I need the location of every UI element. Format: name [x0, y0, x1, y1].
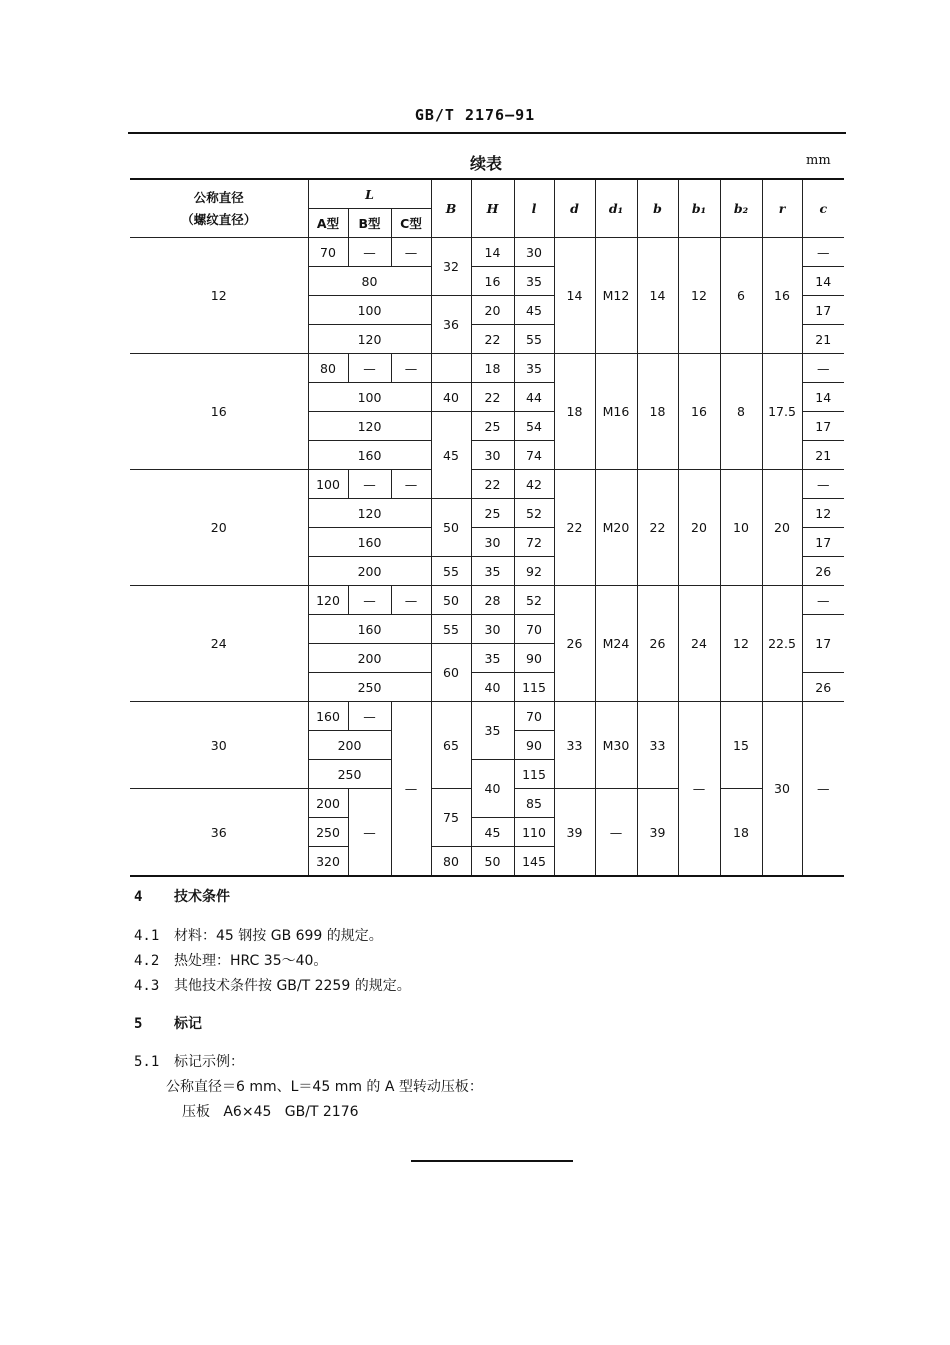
cell: 200	[308, 557, 431, 586]
header-b1: b₁	[678, 179, 720, 238]
cell: —	[391, 238, 431, 267]
cell: —	[348, 702, 391, 731]
cell: 40	[471, 760, 514, 818]
cell: 35	[514, 267, 554, 296]
cell: 80	[308, 267, 431, 296]
cell: 250	[308, 760, 391, 789]
cell: 12	[802, 499, 844, 528]
cell: 40	[431, 383, 471, 412]
cell: 52	[514, 586, 554, 615]
cell: —	[348, 470, 391, 499]
table-caption: 续表	[470, 154, 503, 173]
cell: 33	[637, 702, 678, 789]
cell: 14	[637, 238, 678, 354]
cell: 90	[514, 731, 554, 760]
cell: 70	[308, 238, 348, 267]
header-d: d	[554, 179, 595, 238]
cell: 36	[130, 789, 308, 877]
cell: 55	[431, 615, 471, 644]
cell: 8	[720, 354, 762, 470]
cell: —	[802, 470, 844, 499]
cell: 115	[514, 760, 554, 789]
cell: 160	[308, 528, 431, 557]
cell: 75	[431, 789, 471, 847]
cell: 100	[308, 383, 431, 412]
cell: 39	[637, 789, 678, 877]
cell: 120	[308, 499, 431, 528]
cell: —	[391, 470, 431, 499]
cell: 160	[308, 702, 348, 731]
cell: M12	[595, 238, 637, 354]
table-row	[130, 354, 844, 383]
cell: 12	[678, 238, 720, 354]
table-unit: mm	[806, 153, 831, 168]
cell	[431, 354, 471, 383]
cell: —	[802, 354, 844, 383]
cell: —	[348, 354, 391, 383]
cell: 24	[678, 586, 720, 702]
cell: 30	[471, 441, 514, 470]
cell: 65	[431, 702, 471, 789]
cell: 72	[514, 528, 554, 557]
header-d1: d₁	[595, 179, 637, 238]
cell: 10	[720, 470, 762, 586]
cell: 17	[802, 296, 844, 325]
marking-example-desc: 公称直径＝6 mm、L＝45 mm 的 A 型转动压板：	[166, 1079, 483, 1095]
cell: 30	[471, 528, 514, 557]
cell: 80	[431, 847, 471, 877]
header-b2: b₂	[720, 179, 762, 238]
cell: —	[802, 586, 844, 615]
cell: M16	[595, 354, 637, 470]
cell: 160	[308, 441, 431, 470]
cell: —	[678, 702, 720, 877]
cell: 30	[130, 702, 308, 789]
cell: 20	[130, 470, 308, 586]
cell: 12	[130, 238, 308, 354]
standard-code: GB/T 2176—91	[414, 106, 536, 124]
cell: 22	[637, 470, 678, 586]
cell: 12	[720, 586, 762, 702]
header-L-C: C型	[391, 209, 431, 238]
cell: 100	[308, 296, 431, 325]
cell: 14	[554, 238, 595, 354]
cell: 52	[514, 499, 554, 528]
cell: 17	[802, 528, 844, 557]
table-row	[130, 470, 844, 499]
cell: 18	[471, 354, 514, 383]
cell: 26	[802, 673, 844, 702]
cell: 22	[471, 325, 514, 354]
cell: 54	[514, 412, 554, 441]
cell: 160	[308, 615, 431, 644]
cell: 200	[308, 731, 391, 760]
cell: 320	[308, 847, 348, 877]
cell: 30	[762, 702, 802, 877]
clause-4-2: 4.2 热处理：HRC 35～40。	[134, 953, 328, 969]
cell: 16	[130, 354, 308, 470]
header-l: l	[514, 179, 554, 238]
cell: 14	[802, 267, 844, 296]
cell: 6	[720, 238, 762, 354]
clause-4-1: 4.1 材料：45 钢按 GB 699 的规定。	[134, 928, 383, 944]
cell: 90	[514, 644, 554, 673]
cell: M24	[595, 586, 637, 702]
cell: 120	[308, 325, 431, 354]
cell: 26	[637, 586, 678, 702]
cell: 18	[720, 789, 762, 877]
cell: 35	[471, 644, 514, 673]
cell: 22	[554, 470, 595, 586]
cell: 70	[514, 615, 554, 644]
cell: 24	[130, 586, 308, 702]
cell: 22.5	[762, 586, 802, 702]
cell: 17	[802, 412, 844, 441]
cell: 21	[802, 441, 844, 470]
cell: 33	[554, 702, 595, 789]
cell: 22	[471, 383, 514, 412]
cell: 45	[431, 412, 471, 499]
cell: 26	[802, 557, 844, 586]
header-rule	[128, 132, 846, 134]
cell: 20	[471, 296, 514, 325]
cell: —	[391, 702, 431, 877]
cell: 200	[308, 789, 348, 818]
clause-4-3: 4.3 其他技术条件按 GB/T 2259 的规定。	[134, 978, 411, 994]
dimension-table	[130, 178, 844, 877]
cell: 16	[678, 354, 720, 470]
cell: 16	[762, 238, 802, 354]
cell: 42	[514, 470, 554, 499]
header-b: b	[637, 179, 678, 238]
cell: 115	[514, 673, 554, 702]
clause-5-1: 5.1 标记示例：	[134, 1054, 244, 1070]
cell: 15	[720, 702, 762, 789]
header-r: r	[762, 179, 802, 238]
cell: 200	[308, 644, 431, 673]
table-row	[130, 586, 844, 615]
cell: —	[802, 702, 844, 877]
cell: 85	[514, 789, 554, 818]
cell: 74	[514, 441, 554, 470]
marking-example-code: 压板 A6×45 GB/T 2176	[182, 1104, 359, 1120]
cell: 25	[471, 499, 514, 528]
cell: 100	[308, 470, 348, 499]
cell: 17	[802, 615, 844, 673]
cell: 22	[471, 470, 514, 499]
cell: 44	[514, 383, 554, 412]
header-L-B: B型	[348, 209, 391, 238]
header-B: B	[431, 179, 471, 238]
cell: —	[348, 586, 391, 615]
cell: —	[802, 238, 844, 267]
cell: 55	[514, 325, 554, 354]
cell: 39	[554, 789, 595, 877]
cell: 36	[431, 296, 471, 354]
cell: 45	[471, 818, 514, 847]
header-nominal-diameter: 公称直径 （螺纹直径）	[130, 179, 308, 238]
cell: —	[348, 789, 391, 877]
table-row	[130, 238, 844, 267]
cell: 14	[471, 238, 514, 267]
cell: —	[391, 586, 431, 615]
cell: 120	[308, 412, 431, 441]
cell: 92	[514, 557, 554, 586]
cell: 80	[308, 354, 348, 383]
cell: 20	[762, 470, 802, 586]
cell: —	[595, 789, 637, 877]
cell: —	[348, 238, 391, 267]
cell: 18	[637, 354, 678, 470]
cell: 18	[554, 354, 595, 470]
cell: 28	[471, 586, 514, 615]
end-rule	[411, 1160, 573, 1162]
cell: 60	[431, 644, 471, 702]
cell: 145	[514, 847, 554, 877]
section-5-heading: 5 标记	[134, 1016, 202, 1032]
cell: 45	[514, 296, 554, 325]
cell: M20	[595, 470, 637, 586]
cell: —	[391, 354, 431, 383]
cell: 35	[471, 557, 514, 586]
cell: 50	[431, 586, 471, 615]
cell: 20	[678, 470, 720, 586]
cell: 14	[802, 383, 844, 412]
cell: 55	[431, 557, 471, 586]
cell: 16	[471, 267, 514, 296]
cell: 35	[514, 354, 554, 383]
cell: M30	[595, 702, 637, 789]
header-L: L	[308, 179, 431, 209]
cell: 250	[308, 818, 348, 847]
cell: 30	[471, 615, 514, 644]
cell: 50	[471, 847, 514, 877]
cell: 40	[471, 673, 514, 702]
cell: 21	[802, 325, 844, 354]
cell: 25	[471, 412, 514, 441]
header-c: c	[802, 179, 844, 238]
table-row	[130, 702, 844, 731]
cell: 250	[308, 673, 431, 702]
cell: 26	[554, 586, 595, 702]
section-4-heading: 4 技术条件	[134, 889, 230, 905]
cell: 35	[471, 702, 514, 760]
header-H: H	[471, 179, 514, 238]
cell: 120	[308, 586, 348, 615]
cell: 32	[431, 238, 471, 296]
cell: 30	[514, 238, 554, 267]
cell: 17.5	[762, 354, 802, 470]
cell: 50	[431, 499, 471, 557]
cell: 110	[514, 818, 554, 847]
header-L-A: A型	[308, 209, 348, 238]
cell: 70	[514, 702, 554, 731]
